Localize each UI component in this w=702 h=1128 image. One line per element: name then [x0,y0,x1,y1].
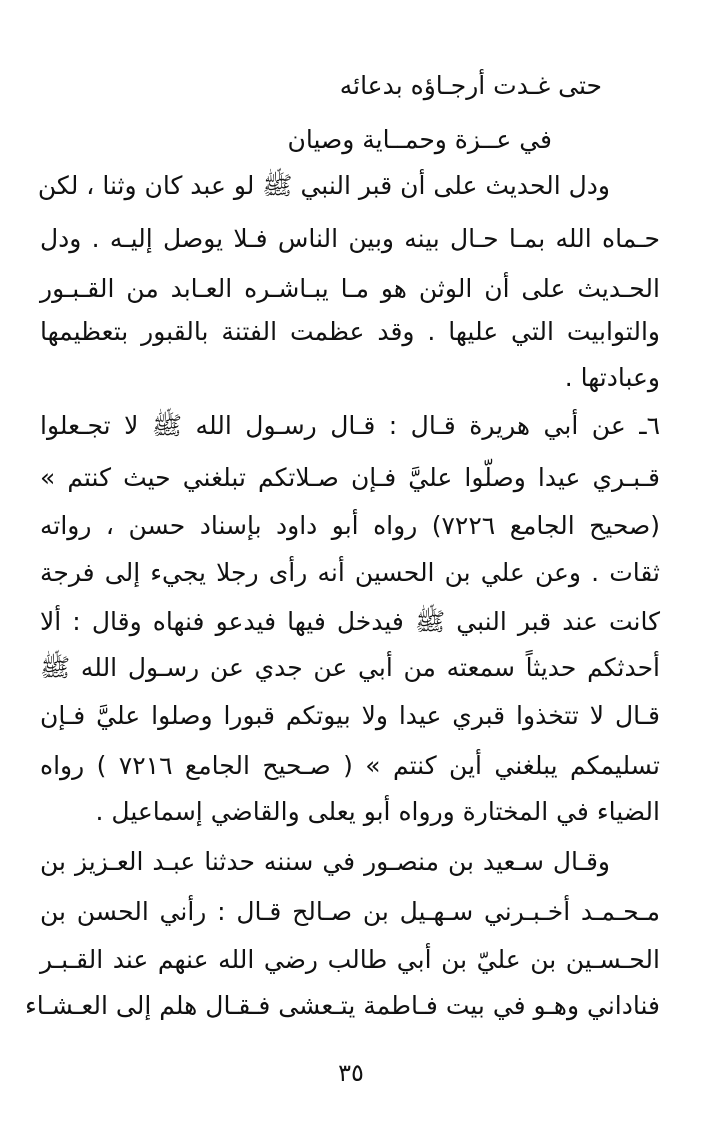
text-line-18: فناداني وهـو في بيت فـاطمة يتـعشى فـقـال هلم إلى العـشـاء [25,991,660,1020]
text-line-8: (صحيح الجامع ٧٢٢٦) رواه أبو داود بإسناد حسن ، رواته [40,511,660,540]
text-line-15: وقـال سـعيد بن منصـور في سننه حدثنا عبـد العـزيز بن [40,847,610,876]
text-line-2: حـماه الله بمـا حـال بينه وبين الناس فـلا يوصل إليـه . ودل [40,224,660,253]
text-line-17: الحـسـين بن عليّ بن أبي طالب رضي الله عنهم عند القـبـر [40,945,660,974]
text-line-6: ٦ـ عن أبي هريرة قـال : قـال رسـول الله ﷺ لا تجـعلوا [40,411,660,440]
text-line-7: قـبـري عيدا وصلّوا عليَّ فـإن صـلاتكم تبلغني حيث كنتم » [40,463,660,492]
text-line-10: كانت عند قبر النبي ﷺ فيدخل فيها فيدعو فنهاه وقال : ألا [40,607,660,636]
text-line-4: والتوابيت التي عليها . وقد عظمت الفتنة بالقبور بتعظيمها [40,317,660,346]
verse-line-1: حتى غـدت أرجـاؤه بدعائه [339,71,602,100]
text-line-14: الضياء في المختارة ورواه أبو يعلى والقاضي إسماعيل . [95,797,660,826]
text-line-9: ثقات . وعن علي بن الحسين أنه رأى رجلا يجيء إلى فرجة [40,558,660,587]
text-line-16: مـحـمـد أخـبـرني سـهـيل بن صـالح قـال : رأني الحسن بن [40,897,660,926]
text-line-13: تسليمكم يبلغني أين كنتم » ( صـحيح الجامع ٧٢١٦ ) رواه [40,751,660,780]
text-line-11: أحدثكم حديثاً سمعته من أبي عن جدي عن رسـول الله ﷺ [40,653,660,682]
text-line-12: قـال لا تتخذوا قبري عيدا ولا بيوتكم قبورا وصلوا عليَّ فـإن [40,701,660,730]
verse-line-2: في عــزة وحمــاية وصيان [287,125,552,154]
text-line-5: وعبادتها . [564,363,660,392]
text-line-1: ودل الحديث على أن قبر النبي ﷺ لو عبد كان وثنا ، لكن [37,171,610,200]
text-line-3: الحـديث على أن الوثن هو مـا يبـاشـره العـابد من القـبـور [40,274,660,303]
page-number: ٣٥ [338,1059,364,1087]
